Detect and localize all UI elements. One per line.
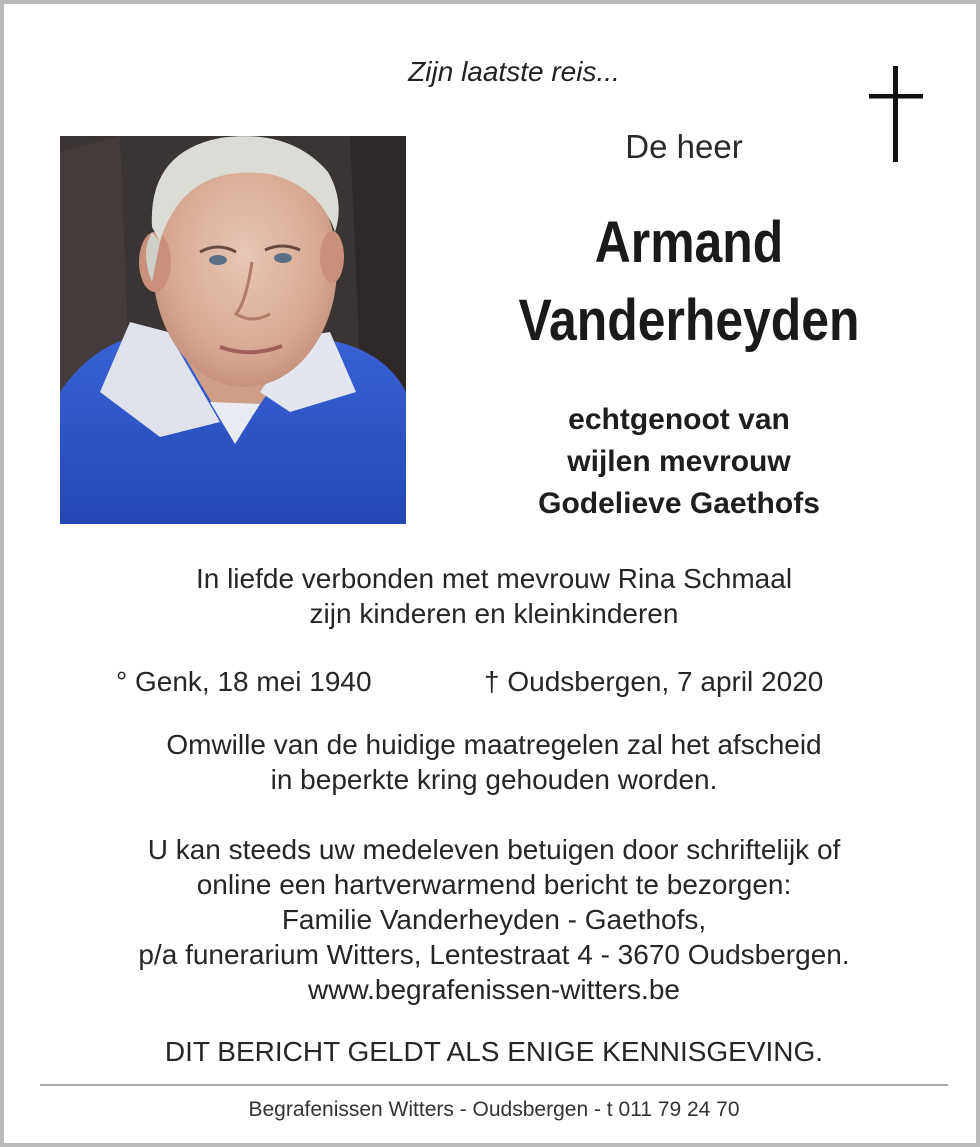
- spouse-block: [444, 399, 914, 525]
- condolences-line: online een hartverwarmend bericht te bezorgen:: [196, 869, 792, 900]
- deceased-name: [478, 204, 899, 360]
- family-address-name: Familie Vanderheyden - Gaethofs,: [281, 904, 707, 935]
- death-date: † Oudsbergen, 7 april 2020: [484, 666, 824, 697]
- family-block: [44, 561, 944, 631]
- spouse-line: echtgenoot van: [568, 403, 790, 436]
- birth-date: ° Genk, 18 mei 1940: [116, 666, 372, 697]
- intro-line: Zijn laatste reis...: [408, 56, 620, 87]
- first-name: Armand: [594, 210, 784, 275]
- portrait-photo: [60, 92, 406, 524]
- divider: [40, 1084, 948, 1086]
- website-link[interactable]: www.begrafenissen-witters.be: [308, 974, 680, 1005]
- condolences-line: U kan steeds uw medeleven betuigen door schriftelijk of: [147, 834, 841, 865]
- measures-block: [44, 727, 944, 797]
- spouse-name: Godelieve Gaethofs: [538, 487, 820, 520]
- footer-contact: Begrafenissen Witters - Oudsbergen - t 011 79 24 70: [248, 1098, 740, 1121]
- family-line: In liefde verbonden met mevrouw Rina Schmaal: [195, 563, 793, 594]
- measures-line: Omwille van de huidige maatregelen zal het afscheid: [166, 729, 822, 760]
- funeral-home-address: p/a funerarium Witters, Lentestraat 4 - 3670 Oudsbergen.: [138, 939, 850, 970]
- spouse-line: wijlen mevrouw: [567, 445, 791, 478]
- condolences-block: [44, 832, 944, 1007]
- measures-line: in beperkte kring gehouden worden.: [270, 764, 718, 795]
- family-line: zijn kinderen en kleinkinderen: [309, 598, 679, 629]
- last-name: Vanderheyden: [518, 288, 860, 353]
- honorific: De heer: [625, 128, 743, 165]
- notice-line: DIT BERICHT GELDT ALS ENIGE KENNISGEVING.: [164, 1036, 824, 1067]
